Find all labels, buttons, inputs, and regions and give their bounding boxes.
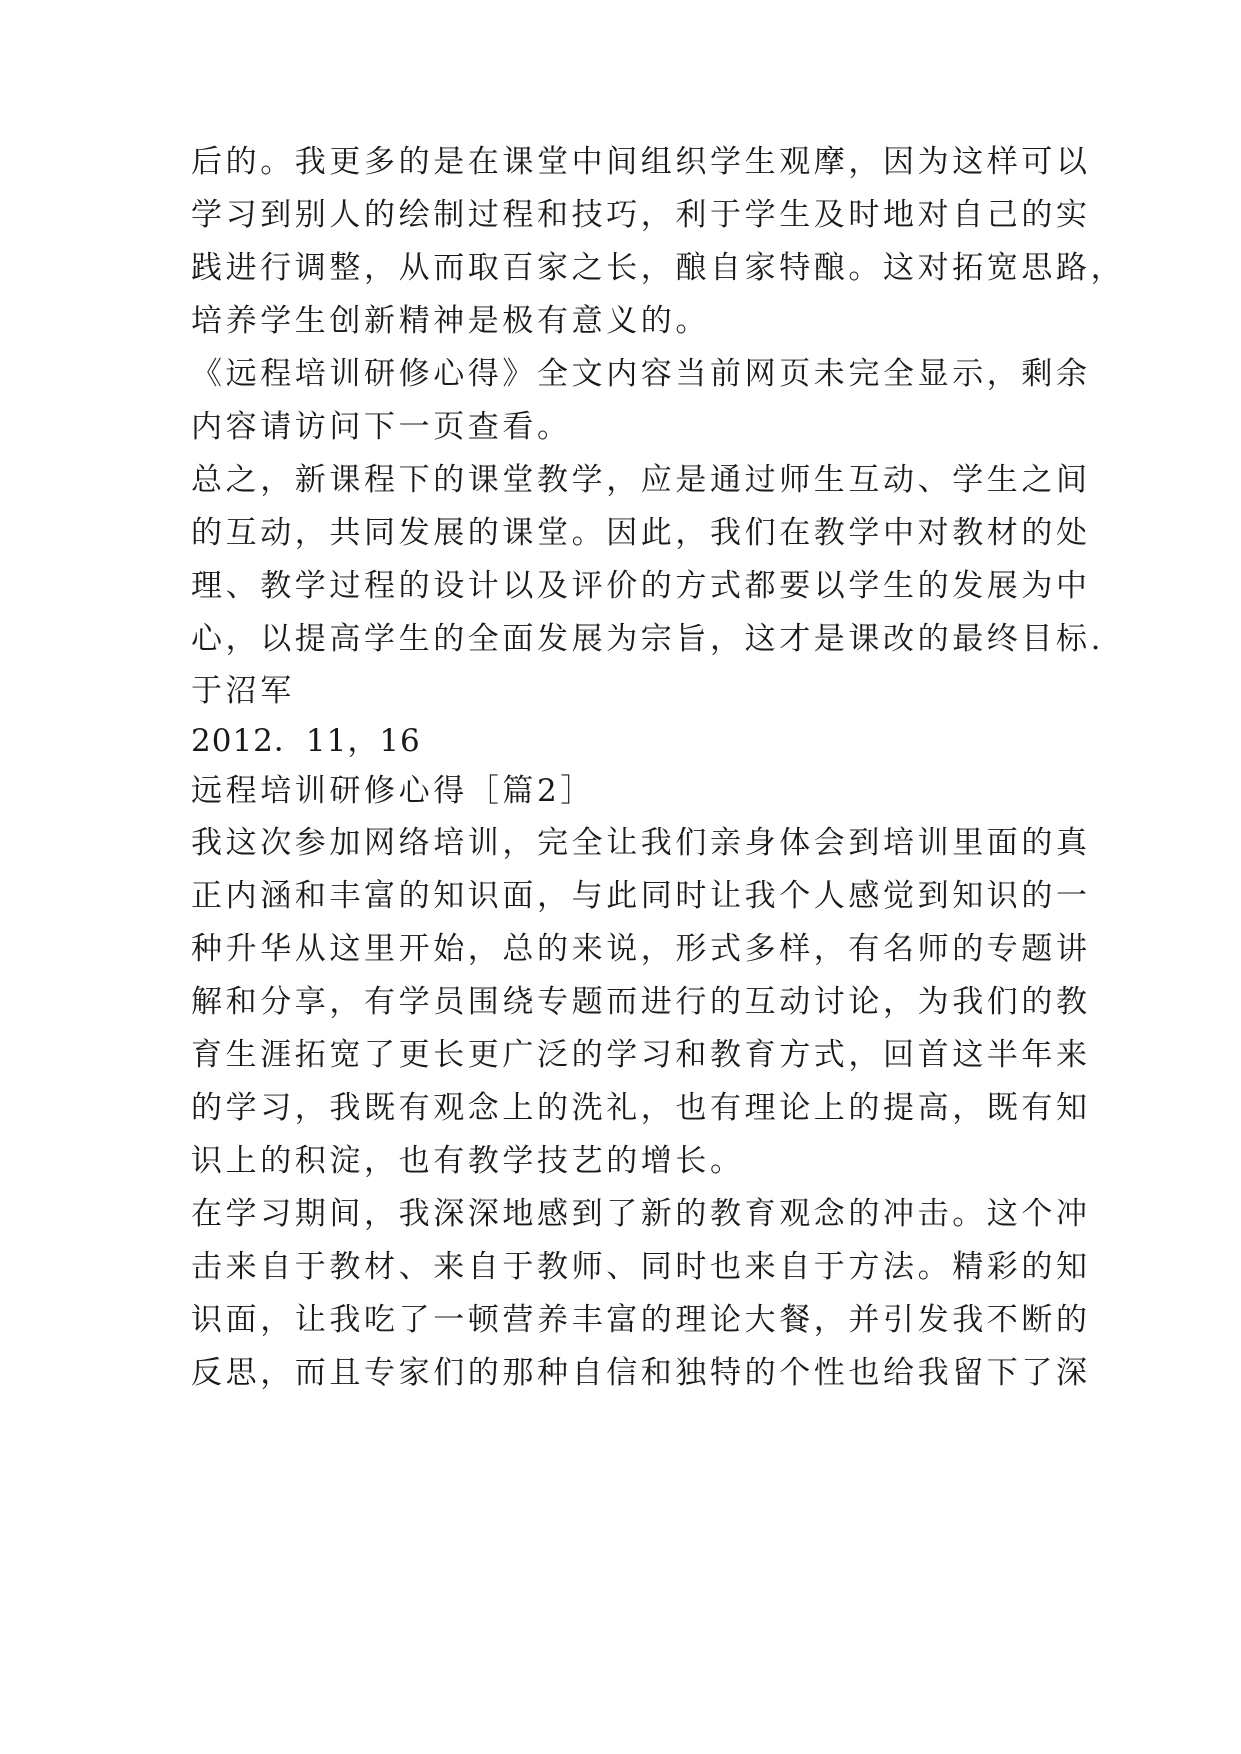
text-line: 《远程培训研修心得》全文内容当前网页未完全显示，剩余	[191, 356, 1091, 392]
text-line: 击来自于教材、来自于教师、同时也来自于方法。精彩的知	[191, 1249, 1091, 1285]
text-line: 心，以提高学生的全面发展为宗旨，这才是课改的最终目标.	[191, 621, 1105, 657]
date-line: 2012．11，16	[191, 723, 421, 759]
text-line: 践进行调整，从而取百家之长，酿自家特酿。这对拓宽思路，	[191, 250, 1126, 286]
text-line: 总之，新课程下的课堂教学，应是通过师生互动、学生之间	[191, 462, 1091, 498]
text-line: 正内涵和丰富的知识面，与此同时让我个人感觉到知识的一	[191, 878, 1091, 914]
section-heading: 远程培训研修心得［篇2］	[191, 773, 595, 809]
text-line: 识上的积淀，也有教学技艺的增长。	[191, 1143, 745, 1179]
document-page	[191, 136, 1126, 1400]
text-line: 内容请访问下一页查看。	[191, 409, 572, 445]
text-line: 反思，而且专家们的那种自信和独特的个性也给我留下了深	[191, 1355, 1091, 1391]
text-line: 培养学生创新精神是极有意义的。	[191, 303, 710, 339]
text-line: 理、教学过程的设计以及评价的方式都要以学生的发展为中	[191, 568, 1091, 604]
text-line: 在学习期间，我深深地感到了新的教育观念的冲击。这个冲	[191, 1196, 1091, 1232]
author-name: 于沼军	[191, 673, 295, 709]
text-line: 学习到别人的绘制过程和技巧，利于学生及时地对自己的实	[191, 197, 1091, 233]
text-line: 我这次参加网络培训，完全让我们亲身体会到培训里面的真	[191, 825, 1091, 861]
text-line: 育生涯拓宽了更长更广泛的学习和教育方式，回首这半年来	[191, 1037, 1091, 1073]
text-line: 后的。我更多的是在课堂中间组织学生观摩，因为这样可以	[191, 144, 1091, 180]
text-line: 识面，让我吃了一顿营养丰富的理论大餐，并引发我不断的	[191, 1302, 1091, 1338]
text-line: 解和分享，有学员围绕专题而进行的互动讨论，为我们的教	[191, 984, 1091, 1020]
text-line: 种升华从这里开始，总的来说，形式多样，有名师的专题讲	[191, 931, 1091, 967]
text-line: 的学习，我既有观念上的洗礼，也有理论上的提高，既有知	[191, 1090, 1091, 1126]
text-line: 的互动，共同发展的课堂。因此，我们在教学中对教材的处	[191, 515, 1091, 551]
